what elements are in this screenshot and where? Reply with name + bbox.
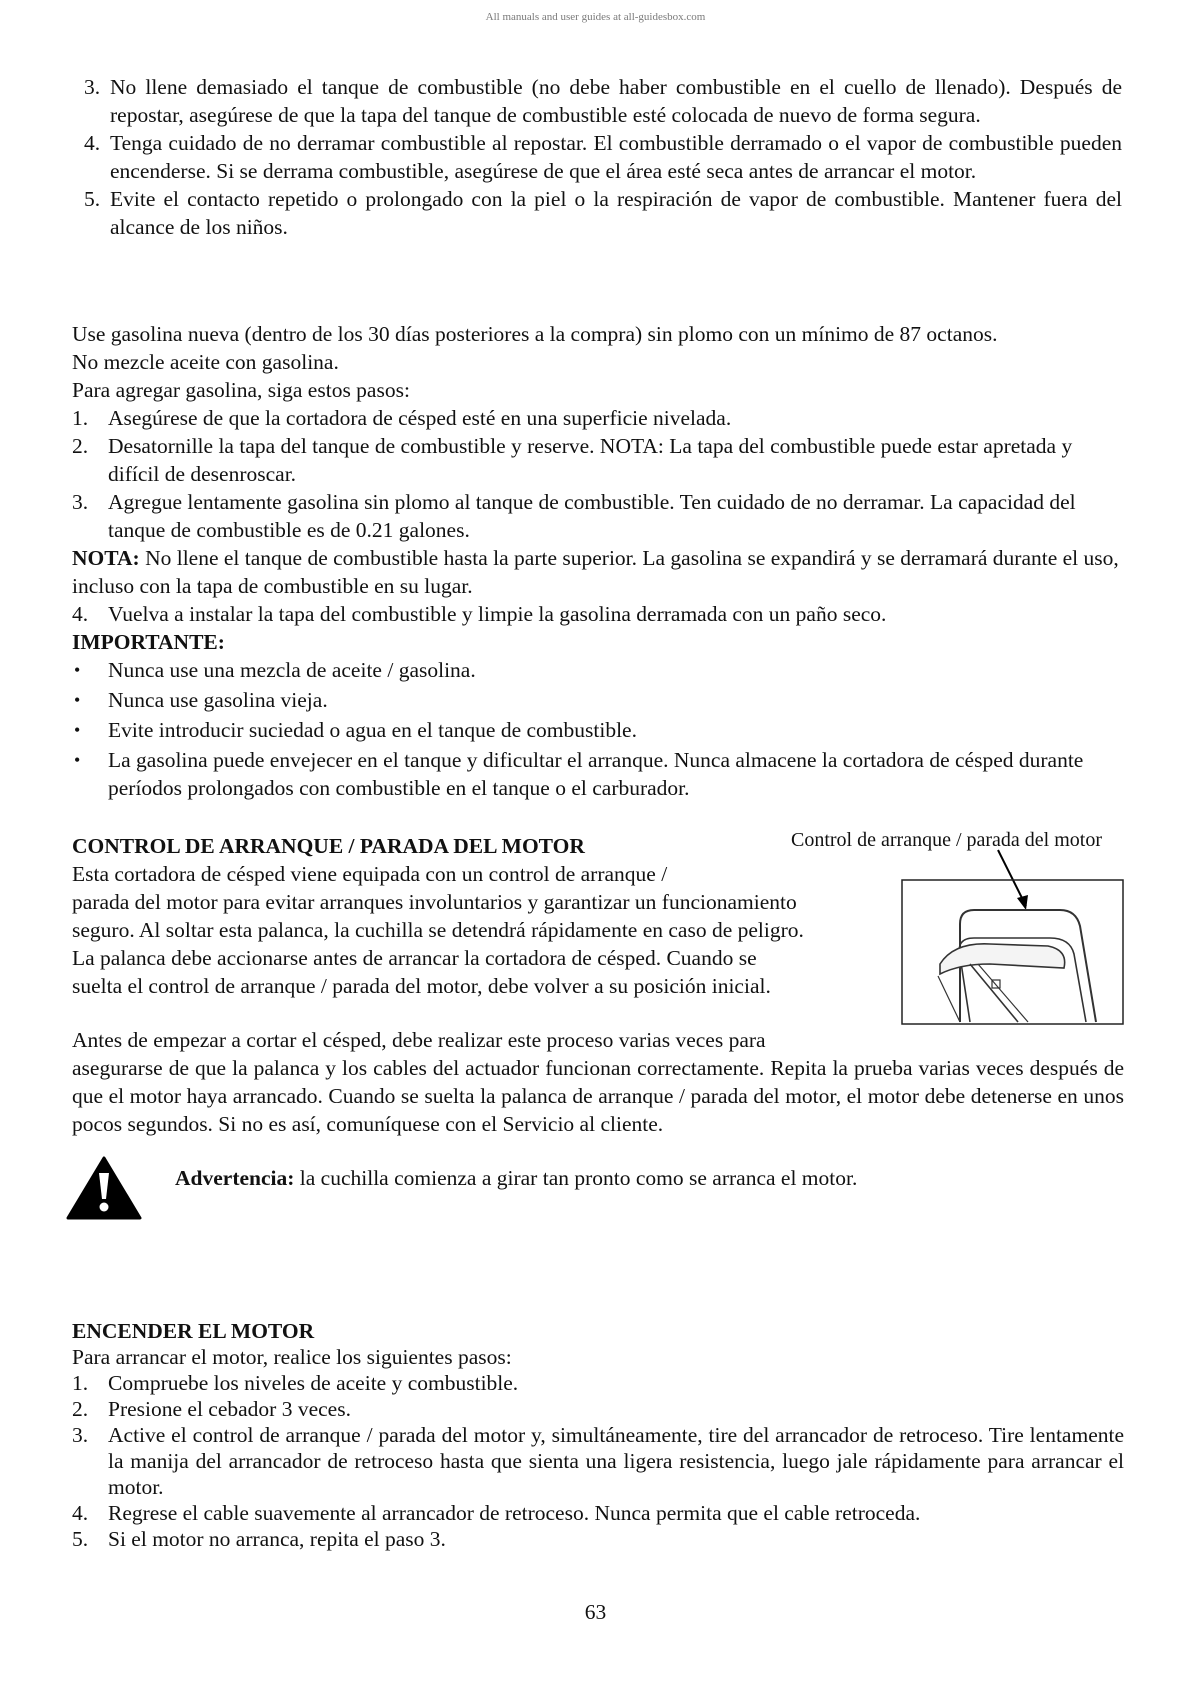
step-number: 2.	[72, 434, 89, 458]
fuel-intro-1: Use gasolina nueva (dentro de los 30 días posteriores a la compra) sin plomo con un mínimo de 87 octanos.	[72, 322, 998, 346]
fuel-step	[72, 488, 1124, 544]
important-label: IMPORTANTE:	[72, 630, 225, 654]
step-number: 3.	[72, 1423, 89, 1447]
start-intro: Para arrancar el motor, realice los siguientes pasos:	[72, 1345, 512, 1369]
start-section	[72, 1318, 1124, 1552]
step-text: Desatornille la tapa del tanque de combustible y reserve. NOTA: La tapa del combustible puede estar apretada y difícil de desenroscar.	[108, 434, 1073, 486]
step-number: 4.	[72, 1501, 89, 1525]
step-number: 5.	[72, 1527, 89, 1551]
list-text: No llene demasiado el tanque de combustible (no debe haber combustible en el cuello de llenado). Después de repostar, asegúrese de que la tapa del tanque de combustible esté colocada de nuevo de forma segura.	[110, 75, 1122, 127]
step-number: 2.	[72, 1397, 89, 1421]
step-text: Compruebe los niveles de aceite y combustible.	[108, 1371, 519, 1395]
figure-caption: Control de arranque / parada del motor	[791, 829, 1102, 851]
fuel-step	[72, 432, 1124, 488]
list-number: 5.	[84, 187, 101, 211]
warning-text	[175, 1164, 857, 1192]
start-step	[72, 1500, 1124, 1526]
start-step	[72, 1396, 1124, 1422]
fuel-step	[72, 404, 1124, 432]
start-heading: ENCENDER EL MOTOR	[72, 1319, 315, 1343]
start-step	[72, 1526, 1124, 1552]
bullet-text: Nunca use gasolina vieja.	[108, 688, 328, 712]
page-number: 63	[584, 1600, 607, 1624]
bullet-text: Nunca use una mezcla de aceite / gasolina.	[108, 658, 476, 682]
bullet-icon: •	[74, 690, 81, 710]
control-paragraph-2	[72, 1026, 1124, 1138]
bullet-icon: •	[74, 750, 81, 770]
list-item	[72, 185, 1122, 241]
paragraph-line: Antes de empezar a cortar el césped, debe realizar este proceso varias veces para	[72, 1028, 766, 1052]
paragraph-text: asegurarse de que la palanca y los cables del actuador funcionan correctamente. Repita la prueba varias veces después de que el motor haya arrancado. Cuando se suelta la palanca de arranque / parada del motor, el motor debe detenerse en unos pocos segundos. Si no es así, comuníquese con el Servicio al cliente.	[72, 1056, 1124, 1136]
bullet-text: Evite introducir suciedad o agua en el tanque de combustible.	[108, 718, 637, 742]
bullet-icon: •	[74, 660, 81, 680]
step-text: Vuelva a instalar la tapa del combustible y limpie la gasolina derramada con un paño seco.	[108, 602, 887, 626]
step-text: Presione el cebador 3 veces.	[108, 1397, 351, 1421]
start-step	[72, 1422, 1124, 1500]
fuel-step	[72, 600, 1124, 628]
step-text: Asegúrese de que la cortadora de césped esté en una superficie nivelada.	[108, 406, 732, 430]
list-item	[72, 73, 1122, 129]
list-item	[72, 129, 1122, 185]
step-number: 1.	[72, 1371, 89, 1395]
bullet-text: La gasolina puede envejecer en el tanque y dificultar el arranque. Nunca almacene la cortadora de césped durante períodos prolongados con combustible en el tanque o el carburador.	[108, 748, 1084, 800]
step-text: Active el control de arranque / parada del motor y, simultáneamente, tire del arrancador de retroceso. Tire lentamente la manija del arrancador de retroceso hasta que sienta una ligera resistencia, luego jale rápidamente para arrancar el motor.	[108, 1423, 1124, 1499]
step-number: 4.	[72, 602, 89, 626]
bullet-icon: •	[74, 720, 81, 740]
paragraph-line: suelta el control de arranque / parada del motor, debe volver a su posición inicial.	[72, 974, 771, 998]
list-number: 4.	[84, 131, 101, 155]
fuel-intro-2: No mezcle aceite con gasolina.	[72, 350, 339, 374]
important-item	[72, 686, 1124, 714]
step-text: Agregue lentamente gasolina sin plomo al tanque de combustible. Ten cuidado de no derramar. La capacidad del tanque de combustible es de 0.21 galones.	[108, 490, 1076, 542]
paragraph-line: parada del motor para evitar arranques involuntarios y garantizar un funcionamiento	[72, 890, 797, 914]
safety-list	[72, 73, 1122, 241]
handle-illustration	[900, 846, 1130, 1026]
step-text: Regrese el cable suavemente al arrancador de retroceso. Nunca permita que el cable retroceda.	[108, 1501, 921, 1525]
start-step	[72, 1370, 1124, 1396]
step-number: 3.	[72, 490, 89, 514]
important-item	[72, 746, 1124, 802]
watermark-header: All manuals and user guides at all-guidesbox.com	[485, 11, 706, 23]
control-heading: CONTROL DE ARRANQUE / PARADA DEL MOTOR	[72, 834, 585, 858]
paragraph-line: La palanca debe accionarse antes de arrancar la cortadora de césped. Cuando se	[72, 946, 757, 970]
list-text: Tenga cuidado de no derramar combustible al repostar. El combustible derramado o el vapor de combustible pueden encenderse. Si se derrama combustible, asegúrese de que el área esté seca antes de arrancar el motor.	[110, 131, 1122, 183]
note-text: No llene el tanque de combustible hasta la parte superior. La gasolina se expandirá y se derramará durante el uso, incluso con la tapa de combustible en su lugar.	[72, 546, 1119, 598]
fuel-section	[72, 320, 1124, 802]
warning-body: la cuchilla comienza a girar tan pronto como se arranca el motor.	[294, 1166, 858, 1190]
list-text: Evite el contacto repetido o prolongado con la piel o la respiración de vapor de combustible. Mantener fuera del alcance de los niños.	[110, 187, 1122, 239]
paragraph-line: Esta cortadora de césped viene equipada con un control de arranque /	[72, 862, 668, 886]
warning-icon	[66, 1155, 142, 1221]
important-item	[72, 716, 1124, 744]
important-item	[72, 656, 1124, 684]
fuel-intro-3: Para agregar gasolina, siga estos pasos:	[72, 378, 410, 402]
fuel-note	[72, 544, 1124, 600]
control-paragraph-1	[72, 860, 902, 1000]
step-text: Si el motor no arranca, repita el paso 3.	[108, 1527, 446, 1551]
list-number: 3.	[84, 75, 101, 99]
step-number: 1.	[72, 406, 89, 430]
paragraph-line: seguro. Al soltar esta palanca, la cuchilla se detendrá rápidamente en caso de peligro.	[72, 918, 804, 942]
warning-label: Advertencia:	[175, 1166, 295, 1190]
note-label: NOTA:	[72, 546, 140, 570]
